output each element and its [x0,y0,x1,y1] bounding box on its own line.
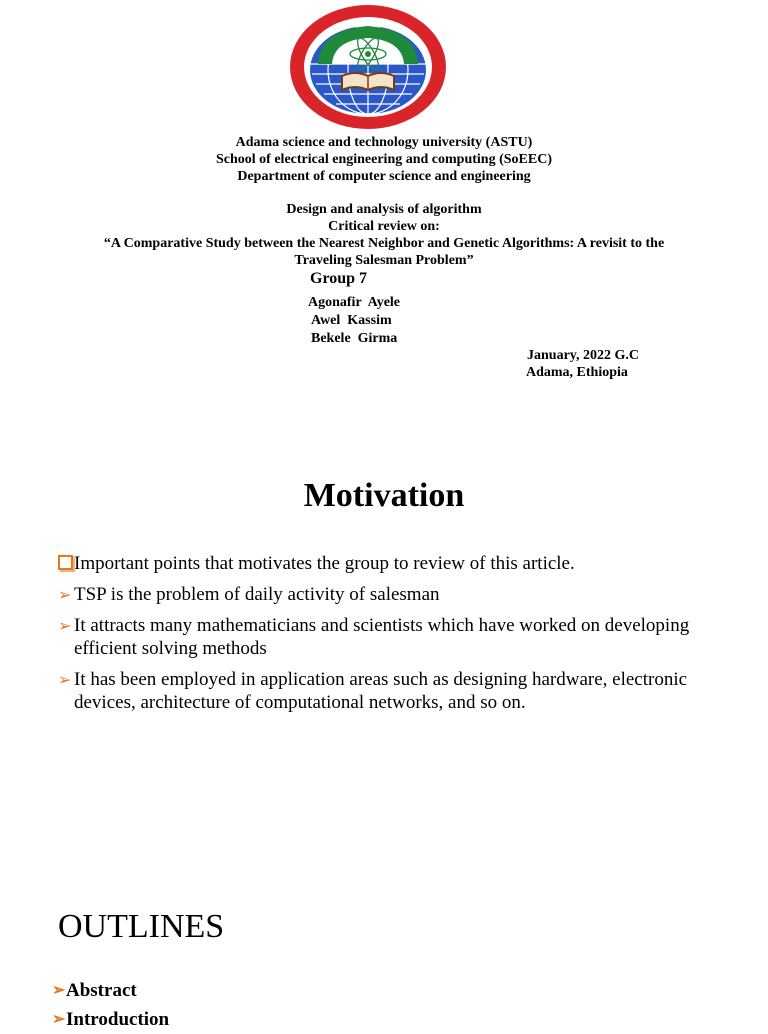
outline-item-abstract: ➢ Abstract [52,976,169,1005]
member-name: Agonafir Ayele [308,295,401,310]
institution-header [0,134,768,185]
square-bullet-icon [58,553,73,576]
member-name: Bekele Girma [311,331,398,346]
date-text: January, 2022 G.C [527,348,640,363]
date-place [526,347,639,381]
arrow-bullet-icon: ➢ [52,1011,66,1028]
school-name: School of electrical engineering and computing (SoEEC) [216,152,552,167]
review-label: Critical review on: [328,219,440,234]
course-info [0,201,768,269]
bullet-item: ➢ TSP is the problem of daily activity of salesman [58,584,440,605]
outline-list [52,976,169,1034]
member-name: Awel Kassim [311,313,392,328]
university-logo [288,4,448,130]
bullet-item: Important points that motivates the group to review of this article. [58,552,718,575]
motivation-title: Motivation [303,477,465,514]
article-title-line-2: Traveling Salesman Problem” [294,253,474,268]
arrow-bullet-icon: ➢ [52,982,66,999]
motivation-bullets [58,552,718,722]
place-text: Adama, Ethiopia [526,365,628,380]
course-title: Design and analysis of algorithm [286,202,482,217]
department-name: Department of computer science and engineering [237,169,531,184]
bullet-item: ➢ It attracts many mathematicians and scientists which have worked on developing efficient solving methods [58,615,690,659]
arrow-bullet-icon: ➢ [58,587,72,604]
group-label: Group 7 [310,270,368,287]
arrow-bullet-icon: ➢ [58,672,72,689]
outline-item-introduction: ➢ Introduction [52,1005,169,1034]
member-list [308,294,400,348]
outlines-title: OUTLINES [58,908,225,945]
astu-university-seal-icon [288,4,448,130]
university-name: Adama science and technology university (ASTU) [235,135,533,150]
bullet-item: ➢ It has been employed in application areas such as designing hardware, electronic devices, architecture of computational networks, and so on. [58,669,688,713]
article-title-line-1: “A Comparative Study between the Nearest Neighbor and Genetic Algorithms: A revisit to the [103,236,665,251]
arrow-bullet-icon: ➢ [58,618,72,635]
